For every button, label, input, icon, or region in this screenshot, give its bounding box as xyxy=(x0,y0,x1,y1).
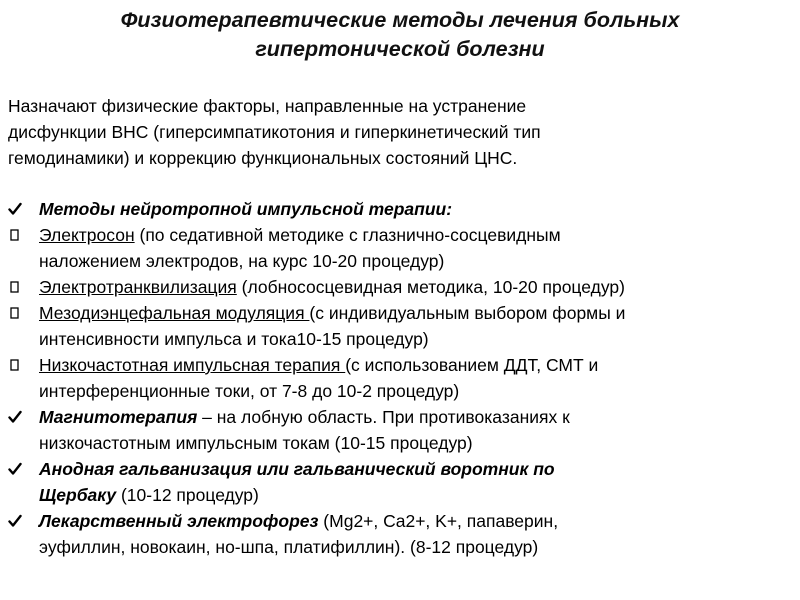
square-bullet-icon xyxy=(8,352,22,378)
intro-paragraph xyxy=(8,93,788,171)
square-bullet-icon xyxy=(8,300,22,326)
list-item-low-frequency xyxy=(0,352,800,404)
item-term: Мезодиэнцефальная модуляция xyxy=(39,303,310,323)
list-item-magnetotherapy xyxy=(0,404,800,456)
item-term: Электротранквилизация xyxy=(39,277,237,297)
title-line-1: Физиотерапевтические методы лечения больных xyxy=(120,8,680,32)
item-term: Методы нейротропной импульсной терапии: xyxy=(39,199,453,219)
item-term: Электросон xyxy=(39,225,135,245)
list-item-mesodiencephalic xyxy=(0,300,800,352)
square-bullet-icon xyxy=(8,222,22,248)
list-item-neurotropic xyxy=(0,196,800,222)
check-icon xyxy=(8,404,22,430)
intro-line-2: дисфункции ВНС (гиперсимпатикотония и гиперкинетический тип xyxy=(8,122,541,142)
list-item-electrophoresis xyxy=(0,508,800,560)
intro-line-1: Назначают физические факторы, направленные на устранение xyxy=(8,96,527,116)
item-term: Лекарственный электрофорез xyxy=(39,511,319,531)
intro-line-3: гемодинамики) и коррекцию функциональных состояний ЦНС. xyxy=(8,148,518,168)
item-term: Анодная гальванизация или гальванический воротник по xyxy=(39,459,555,479)
title-line-2: гипертонической болезни xyxy=(255,37,545,61)
check-icon xyxy=(8,456,22,482)
check-icon xyxy=(8,196,22,222)
item-text: (Mg2+, Ca2+, K+, папаверин, xyxy=(318,511,559,531)
item-text-line-2: наложением электродов, на курс 10-20 процедур) xyxy=(39,251,445,271)
item-text: (по седативной методике с глазнично-сосцевидным xyxy=(134,225,561,245)
item-text-line-2: низкочастотным импульсным токам (10-15 процедур) xyxy=(39,433,473,453)
methods-list xyxy=(0,196,800,560)
item-text: (10-12 процедур) xyxy=(116,485,259,505)
check-icon xyxy=(8,508,22,534)
item-text: (с использованием ДДТ, СМТ и xyxy=(345,355,599,375)
item-text-line-2: интерференционные токи, от 7-8 до 10-2 процедур) xyxy=(39,381,460,401)
item-text: (лобнососцевидная методика, 10-20 процедур) xyxy=(236,277,625,297)
item-text: (с индивидуальным выбором формы и xyxy=(309,303,626,323)
square-bullet-icon xyxy=(8,274,22,300)
item-text: – на лобную область. При противоказаниях к xyxy=(197,407,570,427)
slide-title xyxy=(20,6,780,64)
item-term: Низкочастотная импульсная терапия xyxy=(39,355,346,375)
list-item-electrosleep xyxy=(0,222,800,274)
list-item-galvanization xyxy=(0,456,800,508)
item-term-line-2: Щербаку xyxy=(39,485,117,505)
item-text-line-2: интенсивности импульса и тока10-15 процедур) xyxy=(39,329,429,349)
list-item-electrotranquilization xyxy=(0,274,800,300)
item-term: Магнитотерапия xyxy=(39,407,198,427)
item-text-line-2: эуфиллин, новокаин, но-шпа, платифиллин). (8-12 процедур) xyxy=(39,537,539,557)
